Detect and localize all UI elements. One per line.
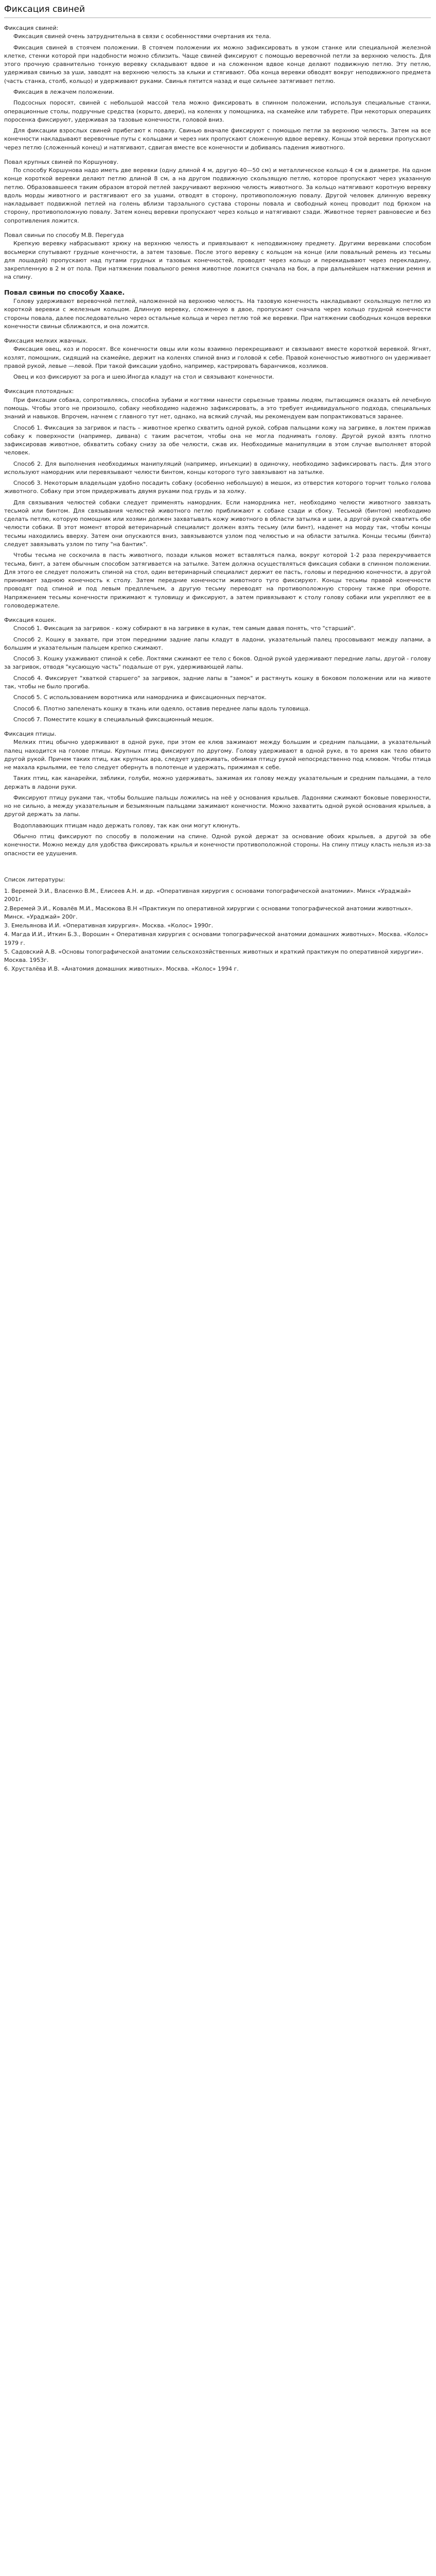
section xyxy=(4,616,431,724)
paragraph: Овец и коз фиксируют за рога и шею.Иногда кладут на стол и связывают конечности. xyxy=(13,374,274,381)
section xyxy=(4,231,431,282)
section xyxy=(4,730,431,858)
section-title: Повал крупных свиней по Коршунову. xyxy=(4,158,119,165)
paragraph: Таких птиц, как канарейки, зяблики, голуби, можно удерживать, зажимая их голову между указательным и средним пальцами, а тело держать в ладони руки. xyxy=(4,775,431,790)
section-title: Фиксация свиней: xyxy=(4,25,59,32)
document-page xyxy=(0,0,436,978)
section-title: Повал свиньи по способу М.В. Перегуда xyxy=(4,232,124,239)
paragraph: Голову удерживают веревочной петлей, наложенной на верхнюю челюсть. На тазовую конечность накладывают скользящую петлю из короткой веревки с железным кольцом. Длинную веревку, сложенную в двое, пропускают сначала через кольцо грудной конечности стороны повала, далее последовательно через остальные кольца и через петлю той же веревки. При натяжении свободных концов веревки конечности свиньи сближаются, и она ложится. xyxy=(4,298,431,330)
reference-item: 3. Емельянова И.И. «Оперативная хирургия». Москва. «Колос» 1990г. xyxy=(4,922,213,929)
references-title: Список литературы: xyxy=(4,876,65,883)
paragraph: Способ 1. Фиксация за загривок - кожу собирают в на загривке в кулак, тем самым давая понять, что "старший". xyxy=(13,625,356,632)
references-section xyxy=(4,876,431,974)
section xyxy=(4,158,431,225)
paragraph: Способ 5. С использованием воротника или намордника и фиксационных перчаток. xyxy=(13,694,267,701)
reference-item: 5. Садовский А.В. «Основы топографической анатомии сельскохозяйственных животных и краткий практикум по оперативной хирургии». Москва. 1953г. xyxy=(4,948,424,964)
paragraph: Фиксируют птицу руками так, чтобы большие пальцы ложились на неё у основания крыльев. Ладонями сжимают боковые поверхности, но не сильно, а между указательным и безымянным пальцами зажимают конечности. Можно захватить одной рукой основания крыльев, а другой держать за лапы. xyxy=(4,794,431,818)
paragraph: Чтобы тесьма не соскочила в пасть животного, позади клыков может вставляться палка, вокруг которой 1-2 раза перекручивается тесьма, бинт, а затем обычным способом затягивается на затылке. Затем должна осуществляться фиксация собаки в спинном положении. Для этого ее следует положить спиной на стол, один ветеринарный специалист держит ее пасть, головы и переднюю конечности, а другой принимает заднюю конечность к столу. Затем передние конечности животного туго фиксируют. Концы тесьмы правой конечности проводят под спиной и под левым предплечьем, а другую тесьму переводят на противоположную сторону также при обороте. Напряжением тесьмы конечности прижимают к туловищу и фиксируют, а затем привязывают к столу голову собаки или укрепляют ее в головодержателе. xyxy=(4,552,431,609)
section-title: Фиксация кошек. xyxy=(4,617,57,624)
paragraph: Способ 6. Плотно запеленать кошку в ткань или одеяло, оставив переднее лапы вдоль туловища. xyxy=(13,705,310,712)
paragraph: Способ 3. Кошку ухаживают спиной к себе. Локтями сжимают ее тело с боков. Одной рукой удерживают передние лапы, другой - голову за загривок, отводя "кусающую часть" подальше от рук, удерживающей лапы. xyxy=(4,655,431,671)
paragraph: Способ 7. Поместите кошку в специальный фиксационный мешок. xyxy=(13,716,214,723)
reference-item: 6. Хрусталёва И.В. «Анатомия домашних животных». Москва. «Колос» 1994 г. xyxy=(4,965,239,973)
paragraph: Способ 4. Фиксирует "хваткой старшего" за загривок, задние лапы в "замок" и растянуть кошку в боковом положении или на животе так, чтобы не было прогиба. xyxy=(4,674,431,690)
section xyxy=(4,24,431,152)
paragraph: Для связывания челюстей собаки следует применять намордник. Если намордника нет, необходимо челюсти животного завязать тесьмой или бинтом. Для связывания челюстей животного петлю приближают к собаке сзади и сбоку. Тесьмой (бинтом) необходимо сделать петлю, которую помощник или хозяин должен захватывать кожу животного в области затылка и шеи, а другой рукой схватить обе челюсти собаки. В этот момент второй ветеринарный специалист должен взять тесьму (или бинт), наденет на морду так, чтобы концы тесьмы находились вверху. Затем они опускаются вниз, завязываются узлом под челюстью и на области затылка. Концы тесьмы (бинта) следует завязывать узлом по типу "на бантик". xyxy=(4,499,431,548)
paragraph: Мелких птиц обычно удерживают в одной руке, при этом ее клюв зажимают между большим и средним пальцами, а указательный палец находится на голове птицы. Крупных птиц фиксируют по другому. Голову удерживают в одной руке, в то время как тело обвито другой рукой. Причем таких птиц, как крупных ара, следует удерживать, обнимая птицу рукой непосредственно под клювом. Чтобы птица не махала крыльями, ее тело следует обернуть в полотенце и удержать, прижимая к себе. xyxy=(4,739,431,771)
paragraph: Фиксация в лежачем положении. xyxy=(13,89,114,96)
section-title: Фиксация птицы. xyxy=(4,731,57,738)
paragraph: Способ 2. Для выполнения необходимых манипуляций (например, инъекции) в одиночку, необходимо зафиксировать пасть. Для этого используют намордник или перевязывают челюсти бинтом, концы которого туго завязывают на затылке. xyxy=(4,460,431,476)
paragraph: Подсосных поросят, свиней с небольшой массой тела можно фиксировать в спинном положении, используя специальные станки, операционные столы, подручные средства (корыто, двери), на коленях у помощника, на скамейке или табурете. При некоторых операциях поросенка фиксируют, удерживая за тазовые конечности, головой вниз. xyxy=(4,99,431,123)
paragraph: Для фиксации взрослых свиней прибегают к повалу. Свинью вначале фиксируют с помощью петли за верхнюю челюсть. Затем на все конечности накладывают веревочные путы с кольцами и через них пропускают сложенную вдвое веревку. Концы этой веревки пропускают через петлю (сложенный конец) и натягивают, сдвигая вместе все конечности и добиваясь падения животного. xyxy=(4,127,431,151)
paragraph: Водоплавающих птицам надо держать голову, так как они могут клюнуть. xyxy=(13,822,240,829)
section-title: Повал свиньи по способу Хааке. xyxy=(4,288,125,296)
reference-item: 1. Веремей Э.И., Власенко В.М., Елисеев А.Н. и др. «Оперативная хирургия с основами топографической анатомии». Минск «Ураджай» 2001г. xyxy=(4,888,411,903)
paragraph: Обычно птиц фиксируют по способу в положении на спине. Одной рукой держат за основание обоих крыльев, а другой за обе конечности. Можно между для удобства фиксировать крылья и конечности противоположной стороны. На спину птицу класть нельзя из-за опасности ее удушения. xyxy=(4,833,431,857)
paragraph: Фиксация овец, коз и поросят. Все конечности овцы или козы взаимно перекрещивают и связывают вместе короткой веревкой. Ягнят, козлят, помощник, сидящий на скамейке, держит на коленях спиной вниз и головой к себе. Правой конечностью животного он удерживает правой рукой, левые —левой. При такой фиксации удобно, например, кастрировать баранчиков, козликов. xyxy=(4,346,431,369)
section xyxy=(4,387,431,610)
paragraph: Способ 2. Кошку в захвате, при этом передними задние лапы кладут в ладони, указательный палец просовывают между лапами, а большим и указательным пальцем крепко сжимают. xyxy=(4,636,431,651)
references-list xyxy=(4,887,431,974)
paragraph: Способ 3. Некоторым владельцам удобно посадить собаку (особенно небольшую) в мешок, из отверстия которого торчит только голова животного. Собаку при этом придерживать двумя руками под грудь и за холку. xyxy=(4,480,431,495)
section-title: Фиксация мелких жвачных. xyxy=(4,337,88,345)
document-body xyxy=(4,24,431,858)
section xyxy=(4,337,431,381)
section-title: Фиксация плотоядных: xyxy=(4,388,74,395)
reference-item: 2.Веремей Э.И., Ковалёв М.И., Масюкова В.Н «Практикум по оперативной хирургии с основами топографической анатомии животных». Минск. «Ураджай» 200г. xyxy=(4,905,413,920)
reference-item: 4. Магда И.И., Иткин Б.З., Ворошин « Оперативная хирургия с основами топографической анатомии домашних животных». Москва. «Колос» 1979 г. xyxy=(4,931,428,946)
section xyxy=(4,288,431,331)
page-title: Фиксация свиней xyxy=(4,3,431,18)
paragraph: Фиксация свиней очень затруднительна в связи с особенностями очертания их тела. xyxy=(13,33,271,40)
paragraph: Способ 1. Фиксация за загривок и пасть – животное крепко схватить одной рукой, собрав пальцами кожу на загривке, в локтем прижав собаку к поверхности (например, дивана) с таким расчетом, чтобы она не могла поднимать голову. Другой рукой взять плотно зафиксировав животное, обхватить собаку снизу за обе челюсти, сжав их. Необходимые манипуляции в этом случае выполняет второй человек. xyxy=(4,424,431,456)
paragraph: По способу Коршунова надо иметь две веревки (одну длиной 4 м, другую 40—50 см) и металлическое кольцо 4 см в диаметре. На одном конце короткой веревки делают петлю длиной 8 см, а на другом подвижную скользящую петлю, которое пропускают через указанную петлю. Образовавшееся таким образом второй петлей закручивают верхнюю челюсть животного. За кольцо натягивают коротную веревку вдоль морды животного и растягивают его за ушами, отводят в сторону, противоположную повалу. Другой человек длинную веревку накладывает подвижной петлей на голень вблизи тарзального сустава стороны повала и свободный конец проводит под брюхом на сторону, противоположную повалу. Затем конец веревки пропускают через кольцо и натягивают сзади. Животное теряет равновесие и без сопротивления ложится. xyxy=(4,167,431,224)
paragraph: При фиксации собака, сопротивляясь, способна зубами и когтями нанести серьезные травмы людям, пытающимся оказать ей лечебную помощь. Чтобы этого не произошло, собаку необходимо надежно зафиксировать, а это требует индивидуального подхода, специальных знаний и навыков. Впрочем, начнем с главного тут нет, однако, на всякий случай, мы рекомендуем вам попрактиковаться заранее. xyxy=(4,396,431,420)
paragraph: Крепкую веревку набрасывают хрюку на верхнюю челюсть и привязывают к неподвижному предмету. Другими веревками способом восьмерки спутывают грудные конечности, а затем тазовые. После этого веревку с кольцом на конце (или повальный ремень из тесьмы для лошадей) пропускают над путами грудных и тазовых конечностей, проводят через кольцо и перекидывают через перекладину, закрепленную в 2 м от пола. При натяжении повального ремня животное ложится сначала на бок, а при дальнейшем натяжении ремня и на спину. xyxy=(4,240,431,281)
paragraph: Фиксация свиней в стоячем положении. В стоячем положении их можно зафиксировать в узком станке или специальной железной клетке, стенки которой при надобности можно сблизить. Чаще свиней фиксируют с помощью веревочной петли за верхнюю челюсть. Для этого прочную сравнительно тонкую веревку складывают вдвое и на сложенном вдвое конце делают подвижную петлю. Эту петлю, удерживая свинью за уши, заводят на верхнюю челюсть за клыки и стягивают. Оба конца веревки обводят вокруг неподвижного предмета (часть станка, столб, кольцо) и удерживают руками. Свинья пятится назад и еще сильнее затягивает петлю. xyxy=(4,44,431,84)
